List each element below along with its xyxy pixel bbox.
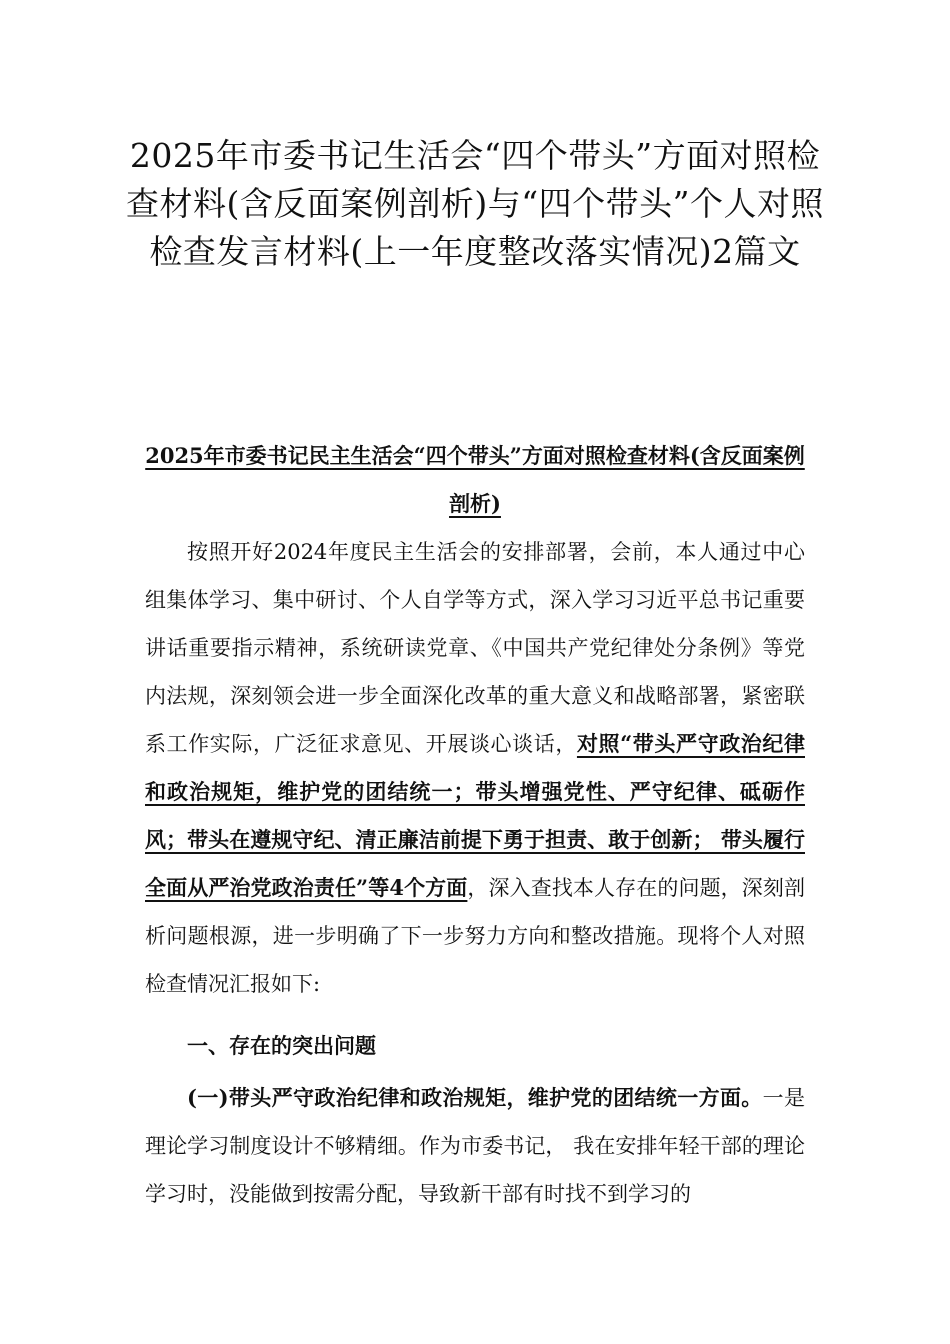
intro-emphasis: 对照“带头严守政治纪律和政治规矩，维护党的团结统一；带头增强党性、严守纪律、砥砺作风；带头在遵规守纪、清正廉洁前提下勇于担责、敢于创新； 带头履行全面从严治党政治责任”等4个方面 [145,731,805,900]
intro-paragraph [145,528,805,1008]
sub-paragraph [145,1074,805,1218]
section-title: 2025年市委书记民主生活会“四个带头”方面对照检查材料(含反面案例剖析) [145,443,805,516]
sub-paragraph-lead: (一)带头严守政治纪律和政治规矩，维护党的团结统一方面。 [187,1085,763,1110]
intro-text-start: 按照开好2024年度民主生活会的安排部署，会前，本人通过中心组集体学习、集中研讨、个人自学等方式，深入学习习近平总书记重要讲话重要指示精神，系统研读党章、《中国共产党纪律处分条例》等党内法规，深刻领会进一步全面深化改革的重大意义和战略部署，紧密联系工作实际，广泛征求意见、开展谈心谈话， [145,540,805,756]
sub-paragraph-text: 一是理论学习制度设计不够精细。作为市委书记， 我在安排年轻干部的理论学习时，没能做到按需分配，导致新干部有时找不到学习的 [145,1086,806,1206]
intro-text-end: ，深入查找本人存在的问题，深刻剖析问题根源，进一步明确了下一步努力方向和整改措施。现将个人对照检查情况汇报如下: [145,876,806,996]
heading-existing-problems: 一、存在的突出问题 [187,1033,376,1058]
document-title: 2025年市委书记生活会“四个带头”方面对照检查材料(含反面案例剖析)与“四个带头”个人对照检查发言材料(上一年度整改落实情况)2篇文 [126,136,824,271]
